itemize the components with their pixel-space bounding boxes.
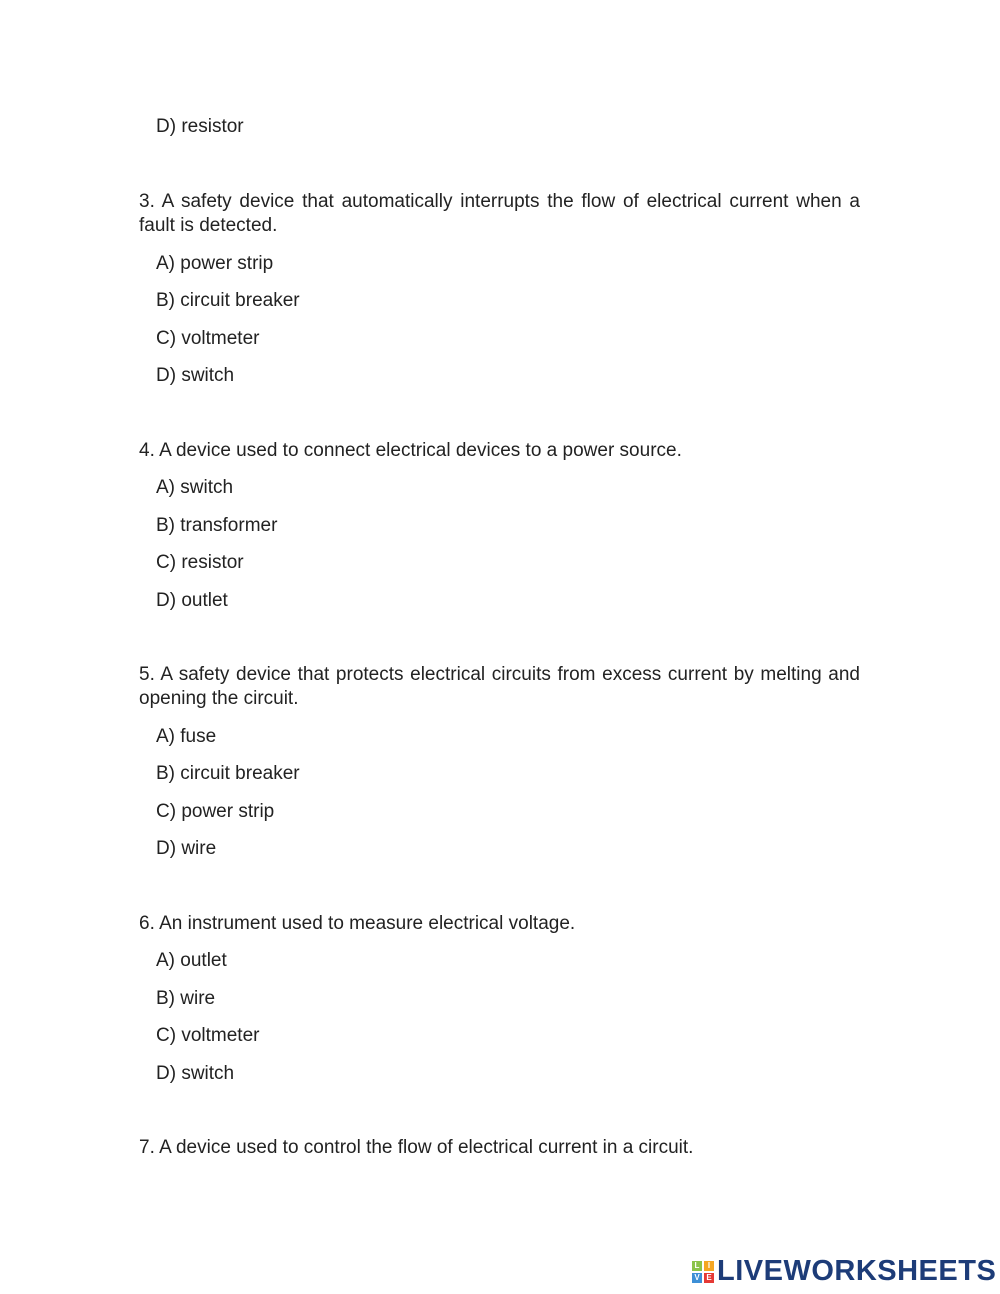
option[interactable]: C) voltmeter bbox=[156, 328, 260, 349]
logo-tile: I bbox=[704, 1261, 714, 1271]
option[interactable]: C) power strip bbox=[156, 801, 275, 822]
question-6: 6. An instrument used to measure electrical voltage. bbox=[139, 913, 576, 934]
option[interactable]: B) wire bbox=[156, 988, 216, 1009]
option[interactable]: C) resistor bbox=[156, 552, 244, 573]
option[interactable]: A) switch bbox=[156, 477, 234, 498]
option[interactable]: D) outlet bbox=[156, 590, 228, 611]
option[interactable]: D) resistor bbox=[156, 116, 244, 137]
question-3: 3. A safety device that automatically interrupts the flow of electrical current when a fault is detected. bbox=[139, 191, 860, 236]
question-4: 4. A device used to connect electrical devices to a power source. bbox=[139, 440, 682, 461]
option[interactable]: A) power strip bbox=[156, 253, 274, 274]
logo-text: LIVEWORKSHEETS bbox=[717, 1255, 997, 1287]
option[interactable]: D) switch bbox=[156, 1063, 235, 1084]
option[interactable]: C) voltmeter bbox=[156, 1025, 260, 1046]
option[interactable]: D) wire bbox=[156, 838, 217, 859]
logo-tile: L bbox=[692, 1261, 702, 1271]
option[interactable]: B) circuit breaker bbox=[156, 763, 300, 784]
liveworksheets-logo bbox=[692, 1255, 996, 1288]
option[interactable]: B) circuit breaker bbox=[156, 290, 300, 311]
logo-tile: E bbox=[704, 1273, 714, 1283]
option[interactable]: B) transformer bbox=[156, 515, 278, 536]
option[interactable]: D) switch bbox=[156, 365, 235, 386]
option[interactable]: A) outlet bbox=[156, 950, 227, 971]
option[interactable]: A) fuse bbox=[156, 726, 217, 747]
logo-tile: V bbox=[692, 1273, 702, 1283]
logo-tiles-icon bbox=[692, 1261, 714, 1283]
question-7: 7. A device used to control the flow of electrical current in a circuit. bbox=[139, 1137, 694, 1158]
question-5: 5. A safety device that protects electrical circuits from excess current by melting and opening the circuit. bbox=[139, 664, 860, 709]
